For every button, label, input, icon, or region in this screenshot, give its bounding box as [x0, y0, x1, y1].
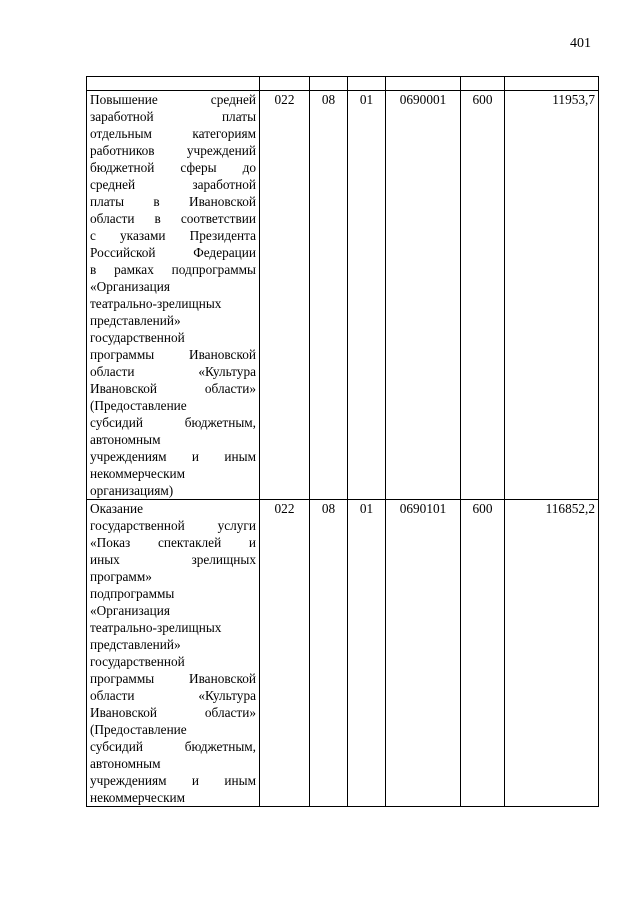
row-name-line: Повышение средней [90, 92, 256, 107]
row-name-line: Российской Федерации [90, 245, 256, 260]
row-name-line: учреждениям и иным [90, 449, 256, 464]
row-section-code: 08 [310, 91, 348, 500]
row-name-line: Ивановской области» [90, 705, 256, 720]
header-cell-name [87, 77, 260, 91]
row-name-line: представлений» [90, 637, 181, 652]
row-ministry-code: 022 [260, 500, 310, 807]
row-name-line: программ» [90, 569, 152, 584]
row-name-line: отдельным категориям [90, 126, 256, 141]
row-name-line: автономным [90, 756, 161, 771]
row-subsection-code: 01 [348, 91, 386, 500]
page-number: 401 [570, 36, 591, 51]
header-cell-expense-type [461, 77, 505, 91]
row-amount: 116852,2 [505, 500, 599, 807]
row-name-line: государственной [90, 330, 185, 345]
row-name-line: субсидий бюджетным, [90, 415, 256, 430]
row-section-code: 08 [310, 500, 348, 807]
header-cell-amount [505, 77, 599, 91]
row-name-line: иных зрелищных [90, 552, 256, 567]
row-amount: 11953,7 [505, 91, 599, 500]
row-name-line: автономным [90, 432, 161, 447]
row-subsection-code: 01 [348, 500, 386, 807]
row-name-line: организациям) [90, 483, 174, 498]
row-name-line: государственной [90, 654, 185, 669]
row-name-cell [87, 500, 260, 807]
row-target-code: 0690101 [386, 500, 461, 807]
row-name-line: платы в Ивановской [90, 194, 256, 209]
row-name-line: средней заработной [90, 177, 256, 192]
row-name-line: субсидий бюджетным, [90, 739, 256, 754]
row-name-line: подпрограммы [90, 586, 175, 601]
row-name-line: театрально-зрелищных [90, 620, 222, 635]
table-body [87, 91, 599, 807]
row-name-cell [87, 91, 260, 500]
header-cell-subsection [348, 77, 386, 91]
row-name-line: представлений» [90, 313, 181, 328]
row-name-line: Ивановской области» [90, 381, 256, 396]
budget-table [86, 76, 599, 807]
row-name-line: программы Ивановской [90, 671, 256, 686]
row-name-line: в рамках подпрограммы [90, 262, 256, 277]
row-name-line: Оказание [90, 501, 144, 516]
row-name-line: театрально-зрелищных [90, 296, 222, 311]
row-ministry-code: 022 [260, 91, 310, 500]
table-header-row [87, 77, 599, 91]
row-name-line: бюджетной сферы до [90, 160, 256, 175]
row-name-line: учреждениям и иным [90, 773, 256, 788]
row-name-line: (Предоставление [90, 722, 187, 737]
row-name-line: государственной услуги [90, 518, 256, 533]
row-name-line: «Организация [90, 279, 170, 294]
header-cell-section [310, 77, 348, 91]
row-name-line: программы Ивановской [90, 347, 256, 362]
row-name-line: (Предоставление [90, 398, 187, 413]
table-row [87, 500, 599, 807]
row-name-line: с указами Президента [90, 228, 256, 243]
row-name-line: заработной платы [90, 109, 256, 124]
table-row [87, 91, 599, 500]
row-expense-type-code: 600 [461, 500, 505, 807]
header-cell-target [386, 77, 461, 91]
row-name-line: области в соответствии [90, 211, 256, 226]
row-name-line: области «Культура [90, 364, 256, 379]
row-name-line: области «Культура [90, 688, 256, 703]
row-name-line: некоммерческим [90, 466, 186, 481]
row-expense-type-code: 600 [461, 91, 505, 500]
row-name-line: некоммерческим [90, 790, 186, 805]
row-name-line: «Показ спектаклей и [90, 535, 256, 550]
header-cell-ministry [260, 77, 310, 91]
row-name-line: работников учреждений [90, 143, 256, 158]
row-name-line: «Организация [90, 603, 170, 618]
row-target-code: 0690001 [386, 91, 461, 500]
